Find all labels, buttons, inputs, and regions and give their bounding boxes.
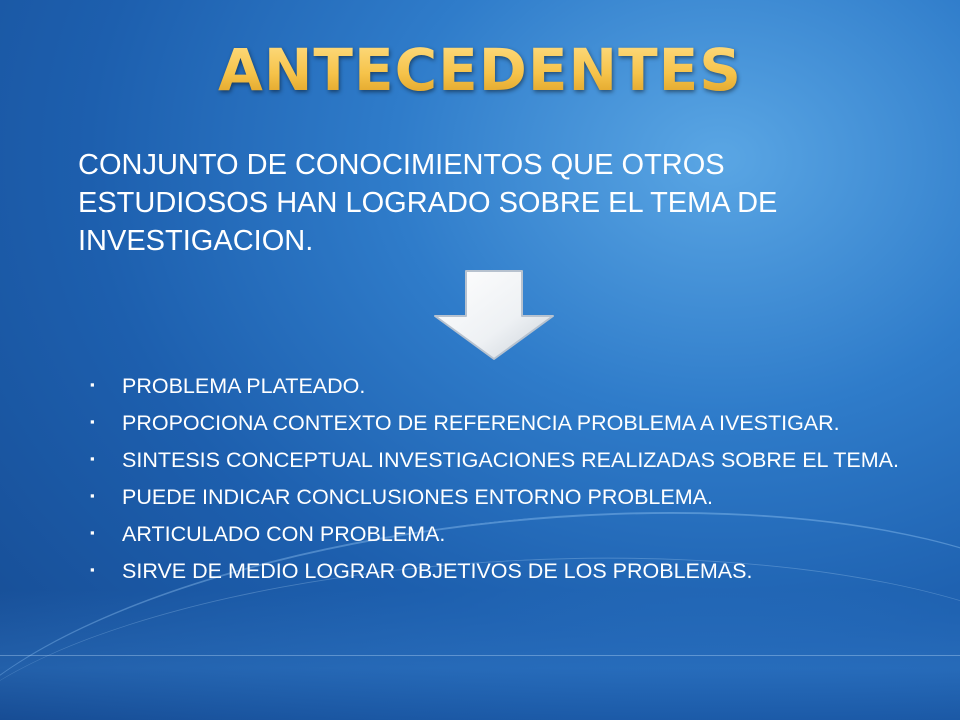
square-bullet-icon: ▪ [90, 488, 95, 503]
bullet-text: ARTICULADO CON PROBLEMA. [122, 522, 446, 546]
bullet-text: PROBLEMA PLATEADO. [122, 374, 366, 398]
bullet-text: SIRVE DE MEDIO LOGRAR OBJETIVOS DE LOS PROBLEMAS. [122, 559, 753, 583]
bullet-text: PROPOCIONA CONTEXTO DE REFERENCIA PROBLEMA A IVESTIGAR. [122, 411, 840, 435]
list-item [88, 442, 918, 479]
down-arrow-icon [432, 268, 556, 362]
list-item [88, 368, 918, 405]
definition-text: CONJUNTO DE CONOCIMIENTOS QUE OTROS ESTUDIOSOS HAN LOGRADO SOBRE EL TEMA DE INVESTIGACION. [78, 149, 778, 257]
square-bullet-icon: ▪ [90, 562, 95, 577]
square-bullet-icon: ▪ [90, 525, 95, 540]
slide-title: ANTECEDENTES [0, 36, 960, 104]
list-item [88, 516, 918, 553]
bullet-text: PUEDE INDICAR CONCLUSIONES ENTORNO PROBLEMA. [122, 485, 713, 509]
list-item [88, 405, 918, 442]
square-bullet-icon: ▪ [90, 414, 95, 429]
list-item [88, 553, 918, 590]
square-bullet-icon: ▪ [90, 377, 95, 392]
background-line [0, 655, 960, 656]
bullet-list [88, 368, 918, 590]
list-item [88, 479, 918, 516]
square-bullet-icon: ▪ [90, 451, 95, 466]
bullet-text: SINTESIS CONCEPTUAL INVESTIGACIONES REALIZADAS SOBRE EL TEMA. [122, 448, 899, 472]
